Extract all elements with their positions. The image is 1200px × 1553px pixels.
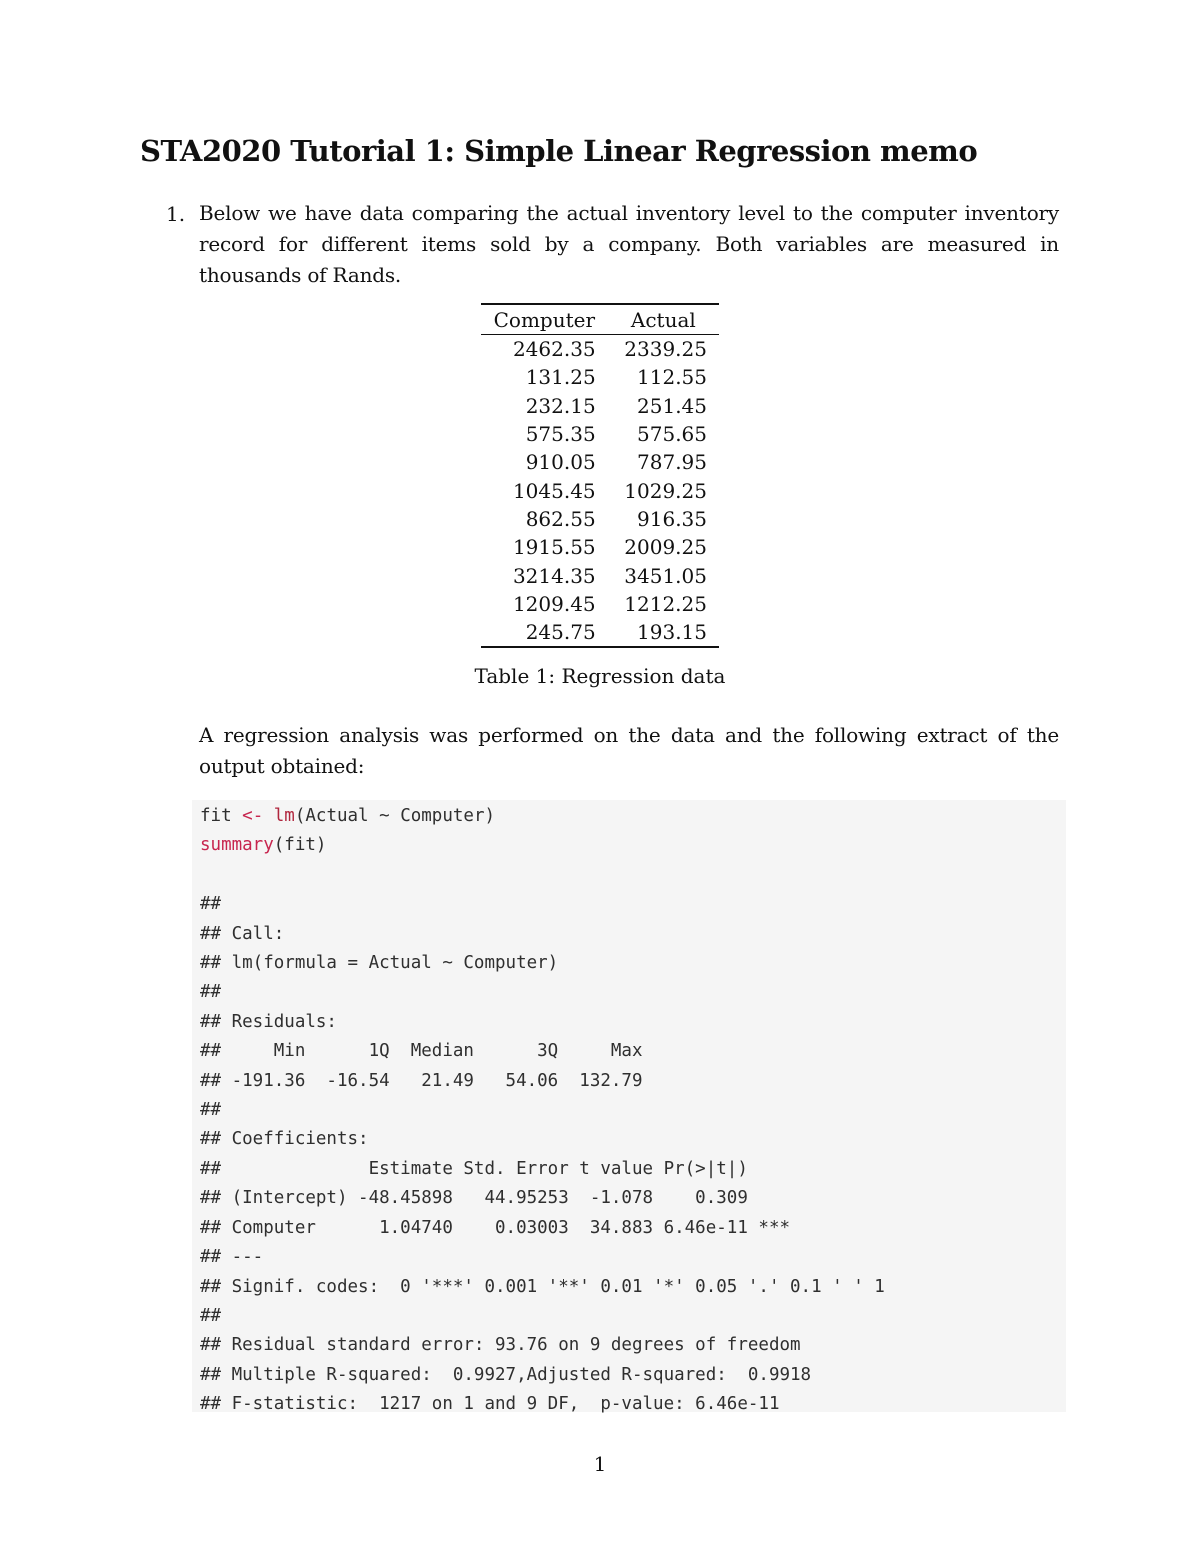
output-line: ## Residuals: [200,1011,337,1032]
cell-actual: 2339.25 [624,337,707,362]
output-line: ## Call: [200,923,285,944]
table-row [481,590,719,618]
cell-computer: 131.25 [525,365,596,390]
regression-data-table [481,303,719,648]
cell-actual: 193.15 [608,618,719,647]
column-header-computer: Computer [481,304,608,335]
cell-computer: 245.75 [481,618,608,647]
table-body [481,335,719,648]
output-line: ## (Intercept) -48.45898 44.95253 -1.078 0.309 [200,1188,748,1209]
page-number: 1 [593,1452,607,1476]
output-line: ## Coefficients: [200,1129,369,1150]
output-line: ## Signif. codes: 0 '***' 0.001 '**' 0.01 '*' 0.05 '.' 0.1 ' ' 1 [200,1276,885,1297]
table-header-row [481,304,719,335]
table-row [481,335,719,364]
output-line: ## -191.36 -16.54 21.49 54.06 132.79 [200,1070,643,1091]
table-row [481,363,719,391]
question-intro: Below we have data comparing the actual inventory level to the computer inventory record for different items sold by a company. Both variables are measured in thousands of Rands. [199,201,1059,287]
table-row [481,476,719,504]
output-line: ## [200,982,222,1003]
table-row [481,420,719,448]
output-line: ## F-statistic: 1217 on 1 and 9 DF, p-value: 6.46e-11 [200,1394,780,1415]
analysis-description: A regression analysis was performed on the data and the following extract of the output obtained: [199,723,1059,778]
r-output [200,894,885,1414]
output-line: ## --- [200,1247,264,1268]
output-line: ## [200,1100,222,1121]
cell-actual: 3451.05 [624,563,707,588]
cell-computer: 3214.35 [512,563,596,588]
cell-actual: 1029.25 [624,478,707,503]
code-line-1: fit <- lm(Actual ~ Computer) [200,806,496,826]
cell-computer: 1209.45 [512,591,596,616]
cell-computer: 910.05 [525,450,596,475]
output-line: ## [200,1305,222,1326]
r-code-block [200,802,885,1420]
table-row [481,561,719,589]
output-line: ## Estimate Std. Error t value Pr(>|t|) [200,1158,748,1179]
cell-computer: 862.55 [525,506,596,531]
cell-actual: 2009.25 [624,535,707,560]
cell-actual: 787.95 [637,450,707,475]
output-line: ## Min 1Q Median 3Q Max [200,1041,643,1062]
cell-actual: 112.55 [637,365,707,390]
table-row [481,392,719,420]
output-line: ## Multiple R-squared: 0.9927,Adjusted R-squared: 0.9918 [200,1364,812,1385]
cell-actual: 1212.25 [624,591,707,616]
table-row [481,618,719,647]
output-line: ## [200,894,222,915]
cell-actual: 916.35 [637,506,707,531]
cell-actual: 575.65 [637,422,707,447]
column-header-actual: Actual [608,304,719,335]
table-caption: Table 1: Regression data [474,664,726,688]
table-row [481,448,719,476]
cell-computer: 2462.35 [512,337,596,362]
cell-computer: 232.15 [525,393,596,418]
cell-actual: 251.45 [637,393,707,418]
table-row [481,533,719,561]
question-number: 1. [166,202,186,226]
code-line-2: summary(fit) [200,835,327,856]
output-line: ## Residual standard error: 93.76 on 9 degrees of freedom [200,1335,801,1356]
page-title: STA2020 Tutorial 1: Simple Linear Regression memo [140,134,978,168]
cell-computer: 1045.45 [512,478,596,503]
output-line: ## lm(formula = Actual ~ Computer) [200,953,559,974]
table-row [481,505,719,533]
cell-computer: 1915.55 [512,535,596,560]
output-line: ## Computer 1.04740 0.03003 34.883 6.46e-11 *** [200,1217,791,1238]
cell-computer: 575.35 [525,422,596,447]
